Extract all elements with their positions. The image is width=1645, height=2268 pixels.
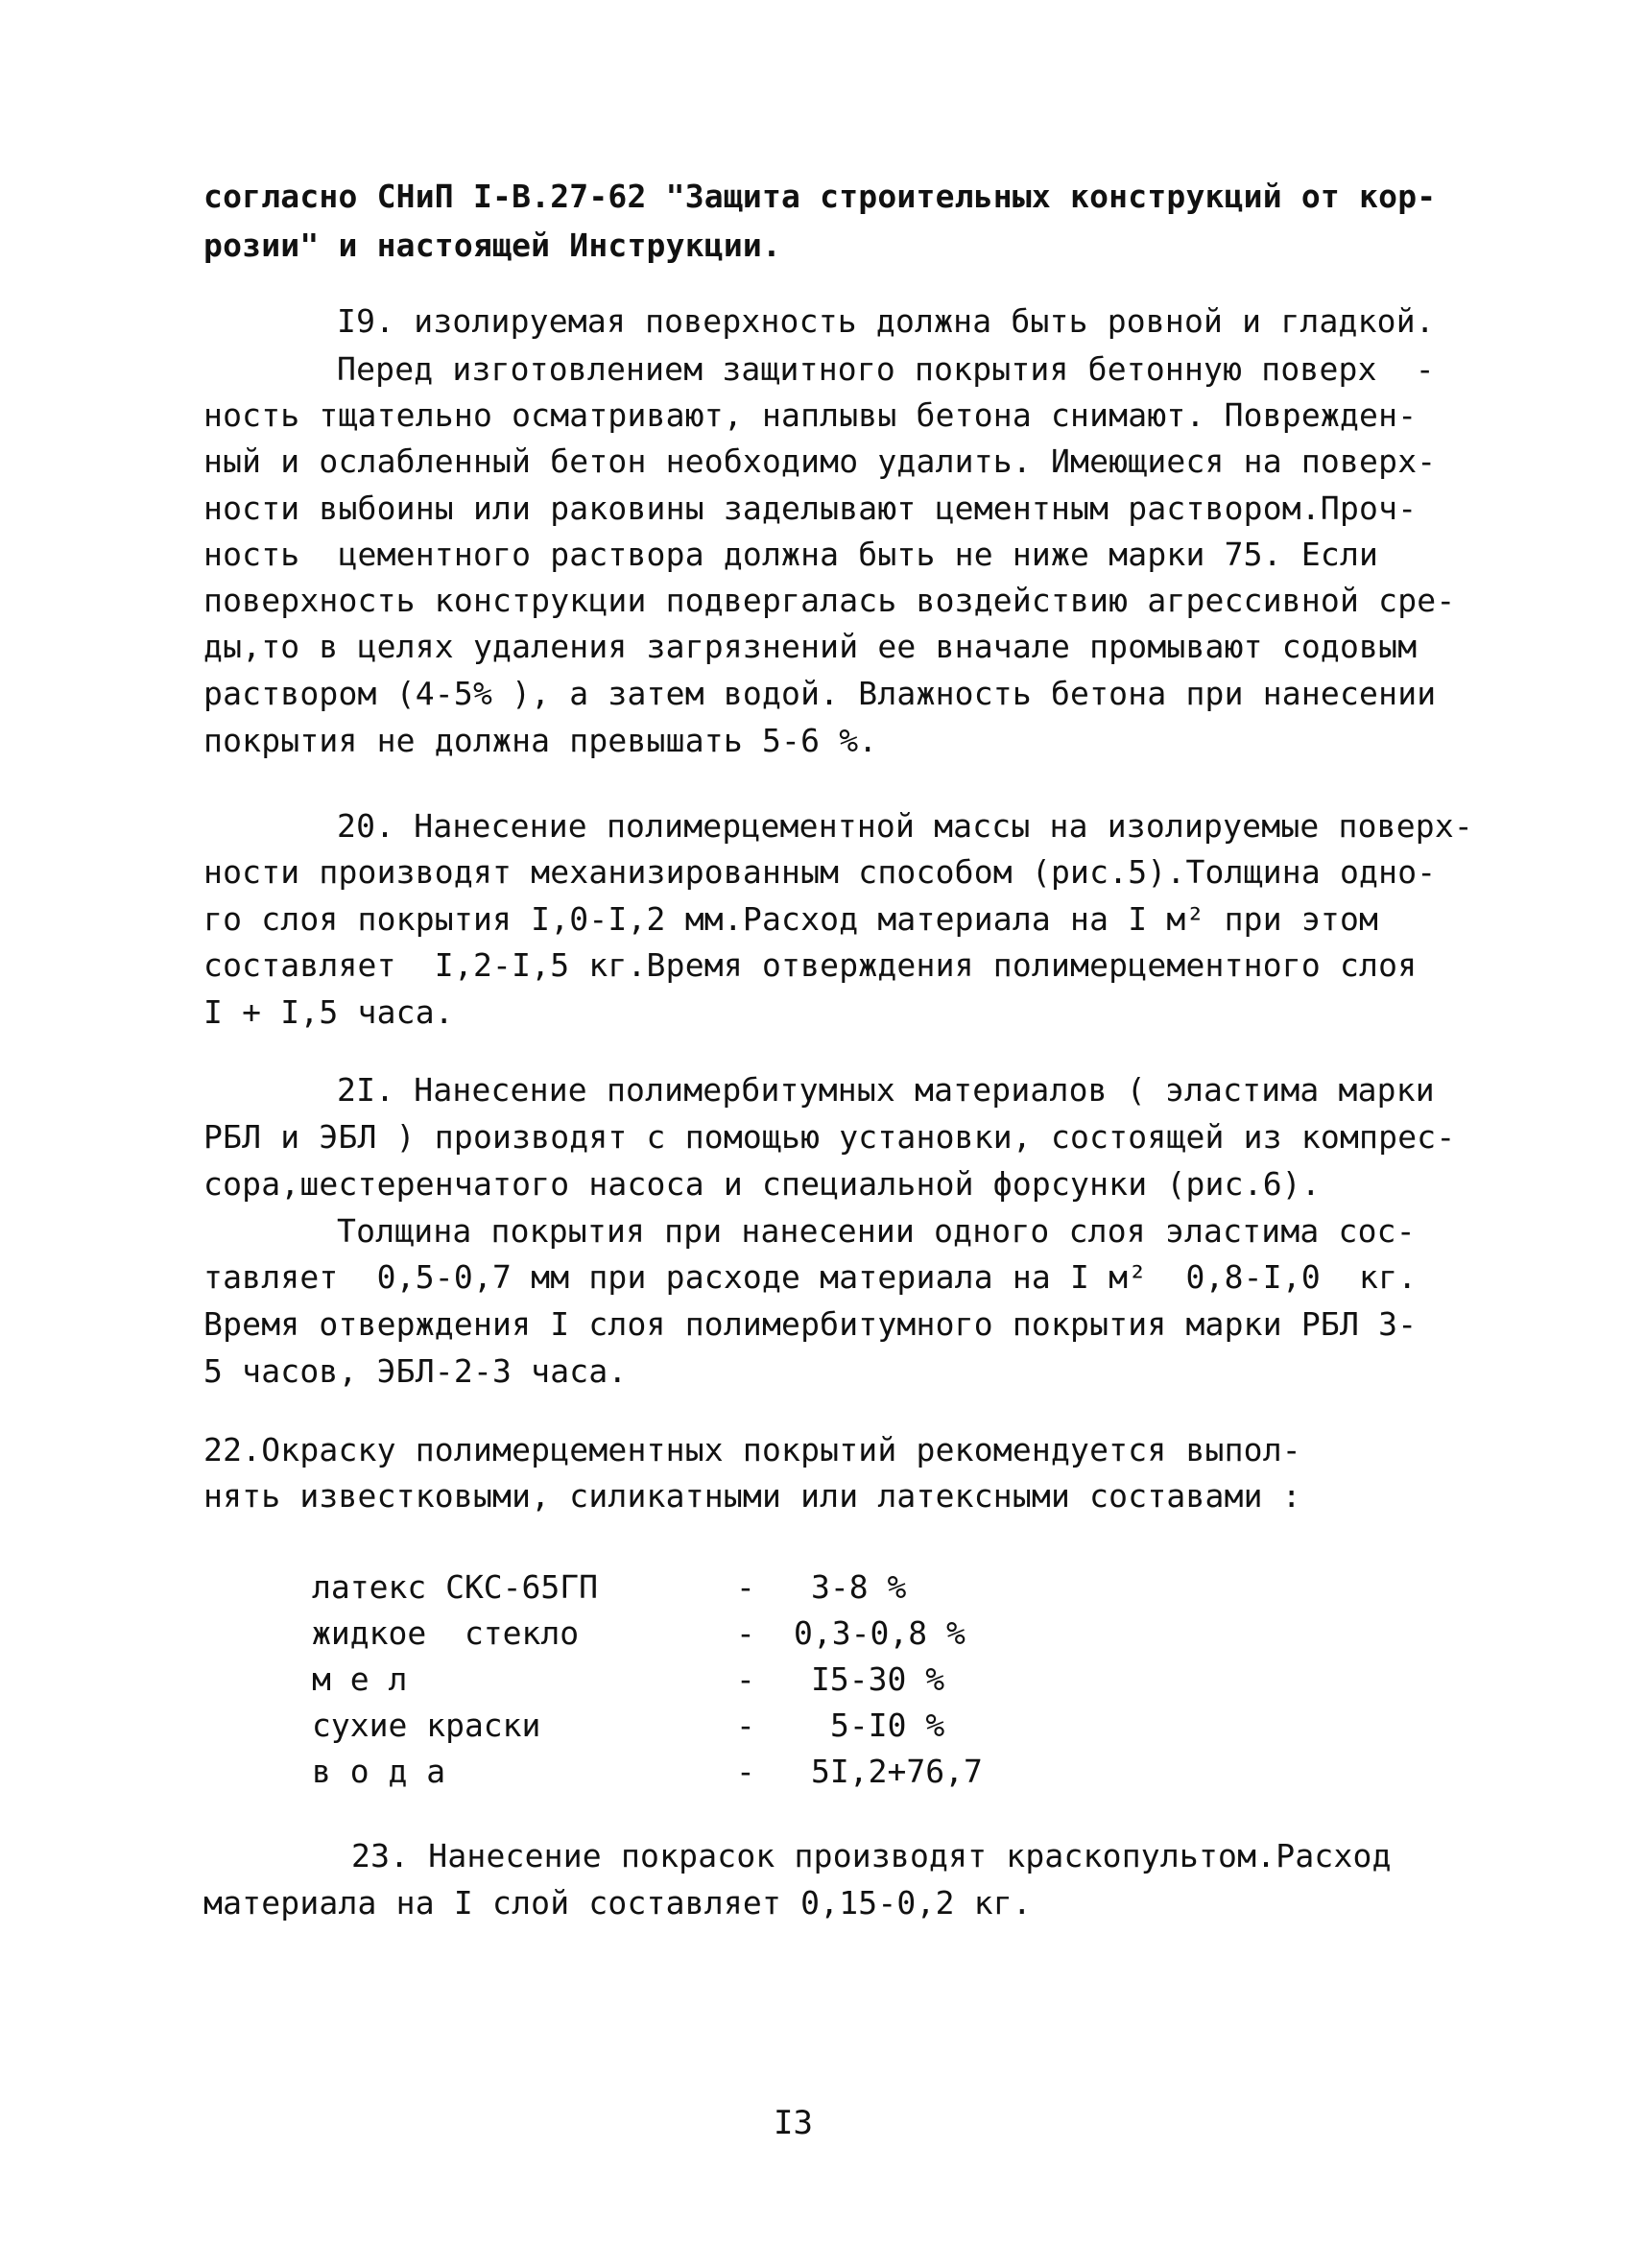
table-row-name: м е л [312,1660,408,1698]
section-23-heading-line: 23. Нанесение покрасок производят краскопультом.Расход [351,1837,1392,1874]
text-line: ности выбоины или раковины заделывают цементным раствором.Проч- [203,489,1418,527]
section-21-heading-line: 2I. Нанесение полимербитумных материалов ( эластима марки [337,1071,1435,1109]
text-line: Время отверждения I слоя полимербитумного покрытия марки РБЛ 3- [203,1305,1418,1343]
text-line: ный и ослабленный бетон необходимо удалить. Имеющиеся на поверх- [203,442,1437,480]
text-line: розии" и настоящей Инструкции. [203,227,782,264]
text-line: ность цементного раствора должна быть не ниже марки 75. Если [203,536,1379,573]
section-22-heading-line: 22.Окраску полимерцементных покрытий рекомендуется выпол- [203,1431,1301,1468]
text-line: ности производят механизированным способом (рис.5).Толщина одно- [203,853,1437,891]
text-line: Перед изготовлением защитного покрытия бетонную поверх - [337,350,1435,388]
table-row-dash: - [736,1568,755,1606]
table-row-name: жидкое стекло [312,1614,580,1652]
table-row-name: в о д а [312,1753,446,1790]
table-row-name: сухие краски [312,1707,541,1744]
text-line: согласно СНиП I-B.27-62 "Защита строительных конструкций от кор- [203,178,1437,215]
text-line: I + I,5 часа. [203,993,454,1031]
table-row-dash: - [736,1660,755,1698]
table-row-value: 3-8 % [811,1568,907,1606]
text-line: ды,то в целях удаления загрязнений ее вначале промывают содовым [203,628,1418,665]
text-line: тавляет 0,5-0,7 мм при расходе материала на I м² 0,8-I,0 кг. [203,1258,1418,1296]
table-row-value: 5-I0 % [830,1707,945,1744]
text-line: го слоя покрытия I,0-I,2 мм.Расход материала на I м² при этом [203,900,1379,938]
text-line: нять известковыми, силикатными или латексными составами : [203,1477,1301,1515]
text-line: раствором (4-5% ), а затем водой. Влажность бетона при нанесении [203,675,1437,712]
table-row-value: I5-30 % [811,1660,945,1698]
table-row-dash: - [736,1707,755,1744]
text-line: ность тщательно осматривают, наплывы бетона снимают. Поврежден- [203,396,1418,434]
table-row-dash: - [736,1614,755,1652]
text-line: материала на I слой составляет 0,15-0,2 кг. [203,1884,1032,1922]
text-line: РБЛ и ЭБЛ ) производят с помощью установки, состоящей из компрес- [203,1118,1456,1156]
table-row-value: 5I,2+76,7 [811,1753,983,1790]
text-line: покрытия не должна превышать 5-6 %. [203,722,878,759]
table-row-value: 0,3-0,8 % [794,1614,966,1652]
table-row-dash: - [736,1753,755,1790]
text-line: составляет I,2-I,5 кг.Время отверждения полимерцементного слоя [203,946,1418,984]
section-20-heading-line: 20. Нанесение полимерцементной массы на изолируемые поверх- [337,807,1473,845]
page-number: I3 [774,2104,813,2142]
text-line: сора,шестеренчатого насоса и специальной форсунки (рис.6). [203,1165,1321,1203]
text-line: поверхность конструкции подвергалась воздействию агрессивной сре- [203,582,1456,619]
table-row-name: латекс СКС-65ГП [312,1568,599,1606]
text-line: 5 часов, ЭБЛ-2-3 часа. [203,1352,628,1390]
text-line: Толщина покрытия при нанесении одного слоя эластима сос- [337,1212,1416,1250]
section-19-heading-line: I9. изолируемая поверхность должна быть ровной и гладкой. [337,302,1435,340]
